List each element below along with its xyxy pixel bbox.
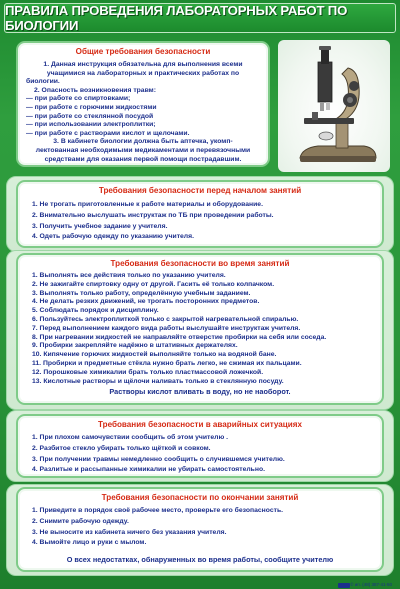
general-p1-line: биологии.: [26, 78, 60, 86]
list-item: 2. Внимательно выслушать инструктаж по ТБ при проведении работы.: [32, 211, 274, 219]
general-p3-line: 3. В кабинете биологии должна быть аптечка, укомп-: [53, 138, 233, 146]
list-item: 1. Приведите в порядок своё рабочее место, проверьте его безопасность.: [32, 507, 284, 514]
list-item: 11. Пробирки и предметные стёкла нужно брать легко, не сжимая их пальцами.: [32, 359, 302, 367]
microscope-illustration: [278, 40, 390, 172]
list-item: 3. Получить учебное задание у учителя.: [32, 222, 168, 230]
general-panel: [16, 41, 270, 167]
publisher-info: © ип. (48) 387-41-50: [350, 582, 392, 587]
before-list: [32, 200, 382, 243]
list-item: 12. Порошковые химикалии брать только пластмассовой ложечкой.: [32, 368, 264, 376]
during-title: Требования безопасности во время занятий: [110, 259, 290, 268]
general-p2-head: 2. Опасность возникновения травм:: [34, 86, 156, 94]
microscope-icon: [278, 40, 390, 172]
general-p3-line: лектованная необходимыми медикаментами и перевязочными: [35, 146, 251, 154]
list-item: 1. Не трогать приготовленные к работе материалы и оборудование.: [32, 201, 263, 208]
general-p2-item: — при использовании электроплитки;: [26, 121, 156, 129]
before-panel: [16, 180, 384, 248]
publisher-logo: [338, 583, 350, 588]
list-item: 6. Пользуйтесь электроплиткой только с закрытой нагревательной спиралью.: [32, 315, 299, 323]
during-list: [32, 272, 382, 386]
list-item: 7. Перед выполнением каждого вида работы выслушайте инструктаж учителя.: [32, 324, 301, 332]
emergency-list: [32, 433, 382, 476]
list-item: 5. Соблюдать порядок и дисциплину.: [32, 307, 159, 315]
list-item: 4. Разлитые и рассыпанные химикалии не убирать самостоятельно.: [32, 466, 265, 474]
general-p2-item: — при работе с горючими жидкостями: [26, 103, 157, 111]
general-p1-line: 1. Данная инструкция обязательна для выполнения всеми: [43, 61, 243, 68]
list-item: 2. Не зажигайте спиртовку одну от другой. Гасить её только колпачком.: [32, 280, 275, 288]
general-p2-item: — при работе с растворами кислот и щелочами.: [26, 129, 190, 137]
title-banner: [4, 3, 396, 33]
before-title: Требования безопасности перед началом занятий: [98, 186, 302, 195]
general-p1-line: учащимися на лабораторных и практических работах по: [46, 69, 240, 77]
list-item: 3. Выполнять только работу, определённую учебным заданием.: [32, 289, 251, 297]
general-body: [26, 61, 260, 164]
list-item: 1. Выполнять все действия только по указанию учителя.: [32, 272, 226, 279]
after-panel: [16, 487, 384, 572]
during-panel: [16, 253, 384, 405]
general-p2-item: — при работе со спиртовками;: [26, 95, 131, 103]
page-title: ПРАВИЛА ПРОВЕДЕНИЯ ЛАБОРАТОРНЫХ РАБОТ ПО БИОЛОГИИ: [5, 3, 348, 33]
emergency-panel: [16, 414, 384, 478]
list-item: 2. Снимите рабочую одежду.: [32, 517, 129, 525]
list-item: 9. Пробирки закрепляйте надёжно в штативных держателях.: [32, 342, 238, 350]
emergency-title: Требования безопасности в аварийных ситуациях: [98, 420, 302, 429]
after-title: Требования безопасности по окончании занятий: [101, 493, 299, 502]
after-list: [32, 506, 382, 549]
general-p2-item: — при работе со стеклянной посудой: [26, 112, 154, 120]
list-item: 10. Кипячение горючих жидкостей выполняйте только на водяной бане.: [32, 351, 277, 359]
list-item: 4. Одеть рабочую одежду по указанию учителя.: [32, 233, 194, 241]
list-item: 8. При нагревании жидкостей не направляйте отверстие пробирки на себя или соседа.: [32, 333, 327, 341]
general-title: Общие требования безопасности: [75, 47, 211, 56]
list-item: 3. Не выносите из кабинета ничего без указания учителя.: [32, 528, 227, 536]
during-note: Растворы кислот вливать в воду, но не наоборот.: [109, 387, 291, 396]
list-item: 2. Разбитое стекло убирать только щёткой и совком.: [32, 444, 211, 452]
list-item: 3. При получении травмы немедленно сообщить о случившемся учителю.: [32, 455, 285, 463]
general-p3-line: средствами для оказания первой помощи пострадавшим.: [44, 155, 242, 163]
after-note: О всех недостатках, обнаруженных во время работы, сообщите учителю: [66, 555, 334, 564]
list-item: 4. Вымойте лицо и руки с мылом.: [32, 539, 147, 547]
list-item: 1. При плохом самочувствии сообщить об этом учителю .: [32, 434, 229, 441]
list-item: 4. Не делать резких движений, не трогать посторонних предметов.: [32, 298, 260, 306]
list-item: 13. Кислотные растворы и щёлочи наливать только в стеклянную посуду.: [32, 377, 284, 385]
